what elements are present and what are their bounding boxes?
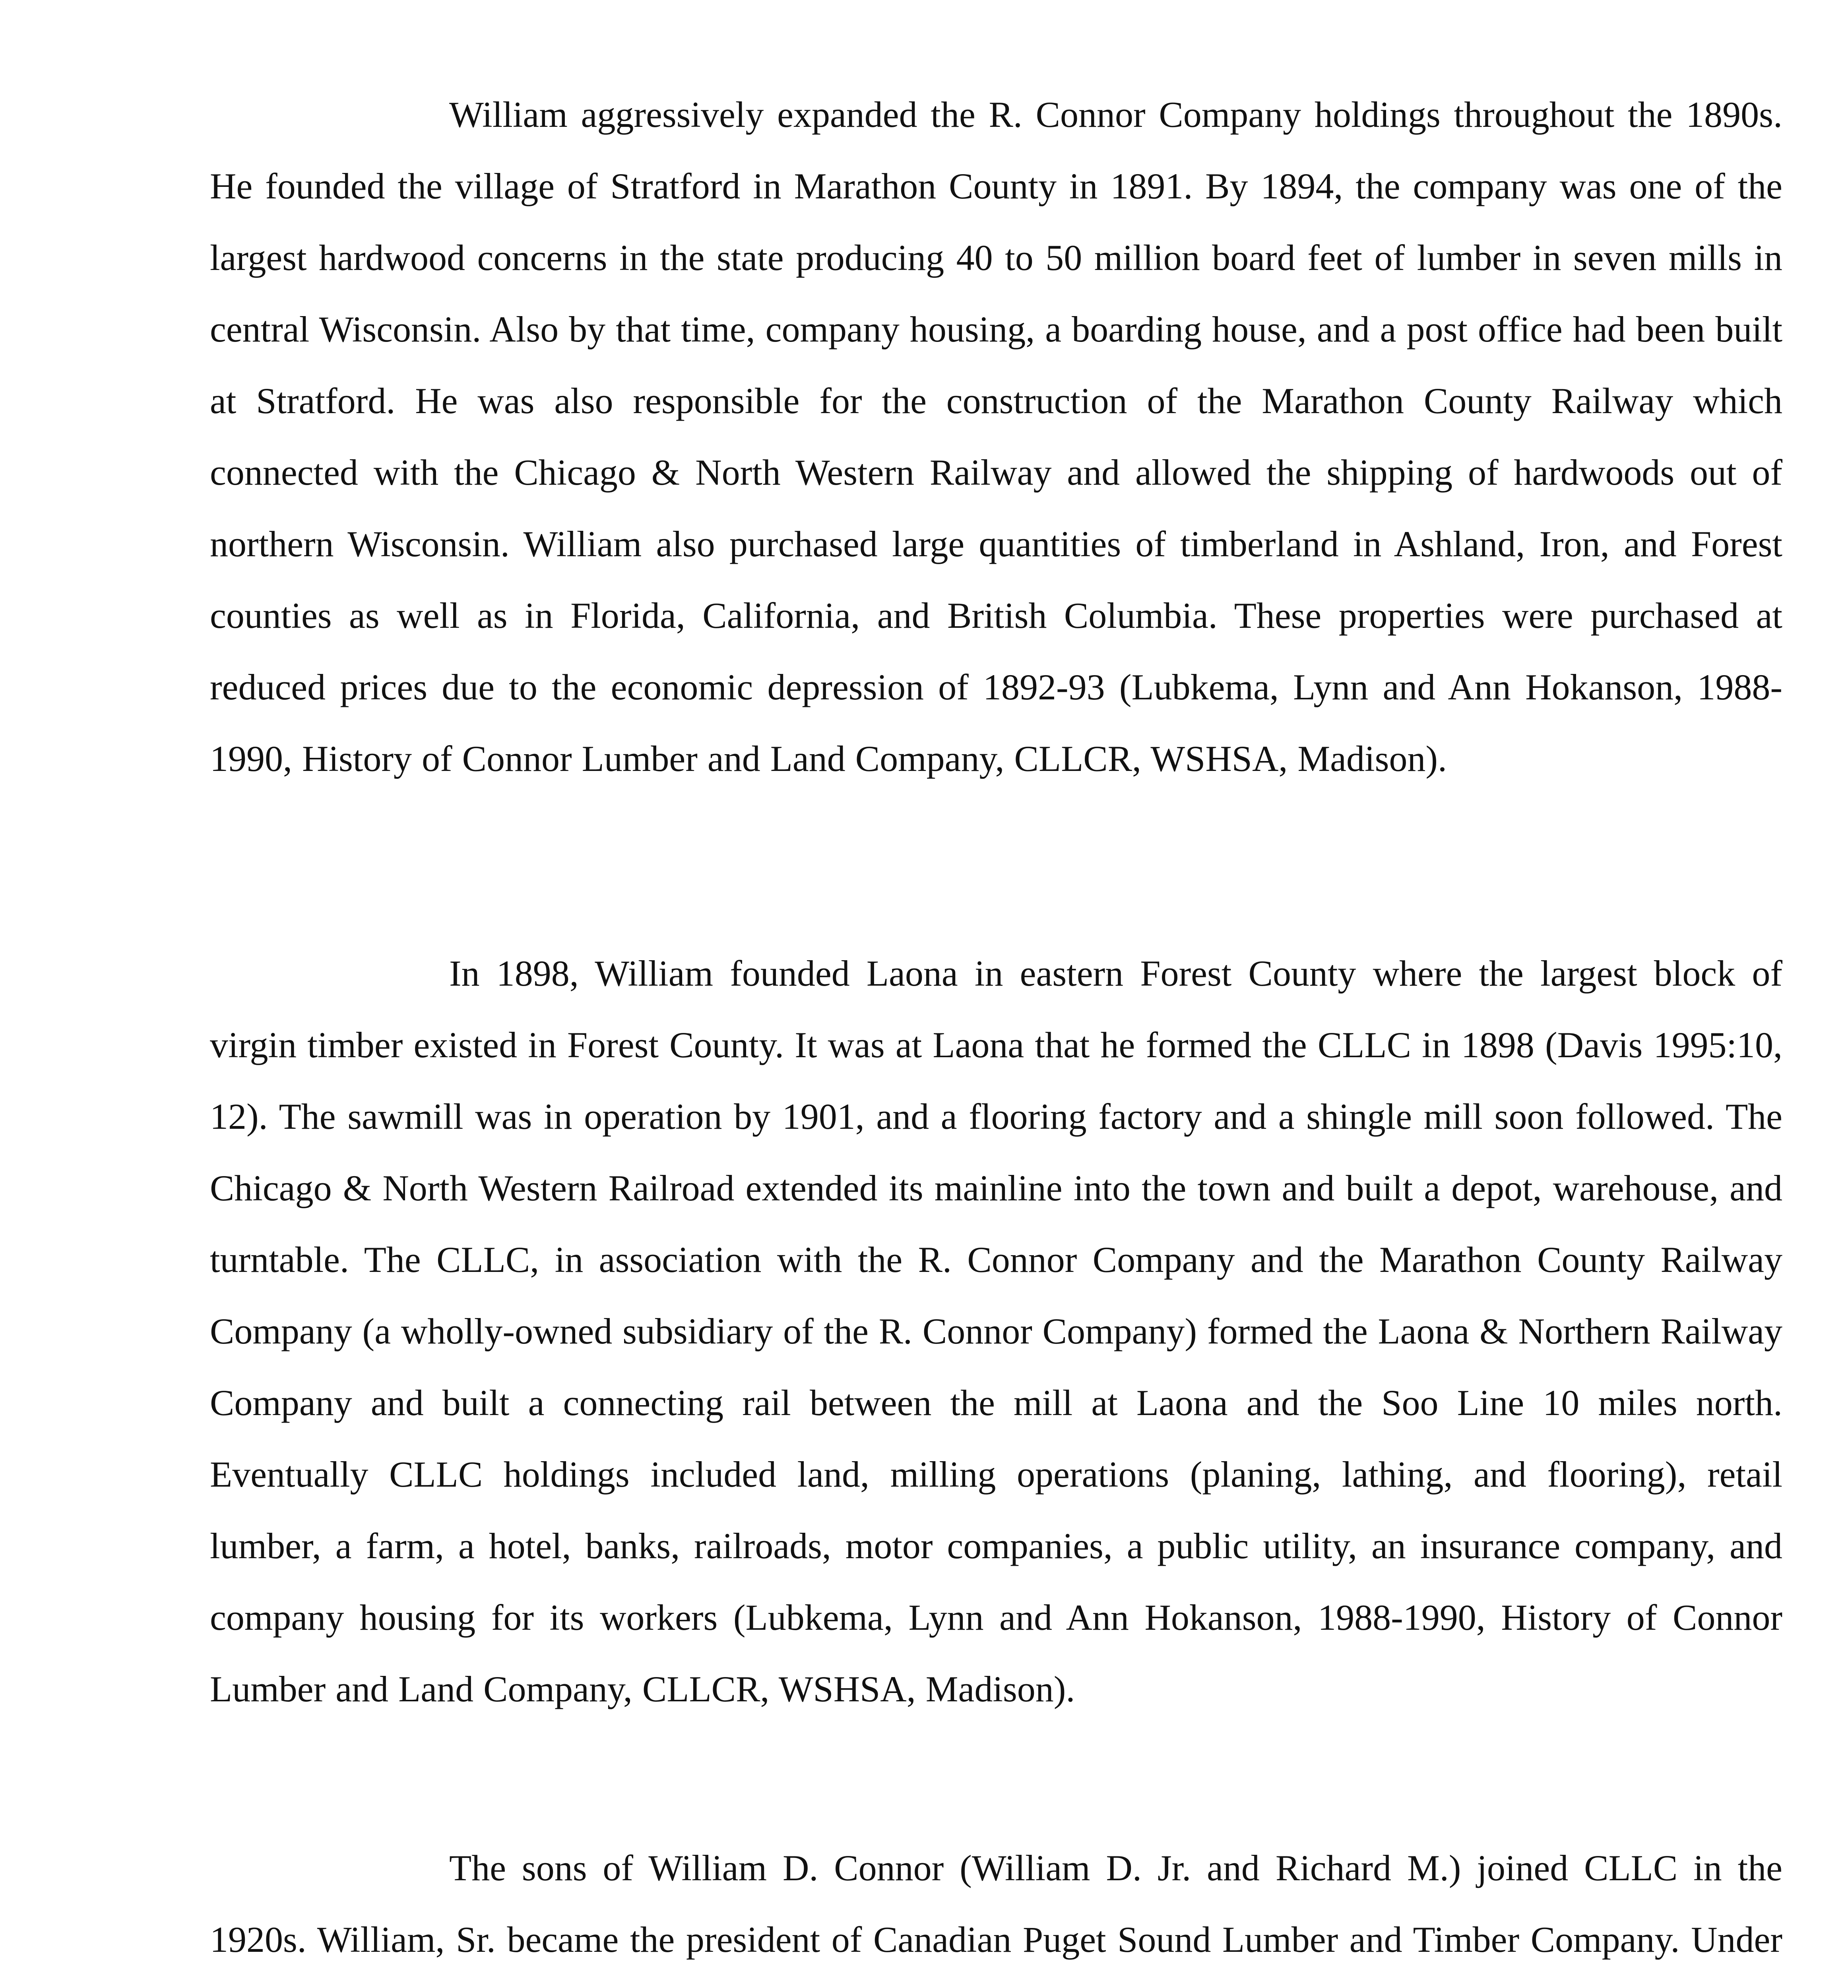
body-paragraph-3: The sons of William D. Connor (William D. Jr. and Richard M.) joined CLLC in the 1920s. William, Sr. became the president of Canadian Puget Sound Lumber and Timber Company. Under — [210, 1848, 1782, 1960]
body-paragraph-2: In 1898, William founded Laona in eastern Forest County where the largest block of virgin timber existed in Forest County. It was at Laona that he formed the CLLC in 1898 (Davis 1995:10, 12). The sawmill was in operation by 1901, and a flooring factory and a shingle mill soon followed. The Chicago & North Western Railroad extended its mainline into the town and built a depot, warehouse, and turntable. The CLLC, in association with the R. Connor Company and the Marathon County Railway Company (a wholly-owned subsidiary of the R. Connor Company) formed the Laona & Northern Railway Company and built a connecting rail between the mill at Laona and the Soo Line 10 miles north. Eventually CLLC holdings included land, milling operations (planing, lathing, and flooring), retail lumber, a farm, a hotel, banks, railroads, motor companies, a public utility, an insurance company, and company housing for its workers (Lubkema, Lynn and Ann Hokanson, 1988-1990, History of Connor Lumber and Land Company, CLLCR, WSHSA, Madison). — [210, 953, 1782, 1709]
body-paragraph-1: William aggressively expanded the R. Connor Company holdings throughout the 1890s. He founded the village of Stratford in Marathon County in 1891. By 1894, the company was one of the largest hardwood concerns in the state producing 40 to 50 million board feet of lumber in seven mills in central Wisconsin. Also by that time, company housing, a boarding house, and a post office had been built at Stratford. He was also responsible for the construction of the Marathon County Railway which connected with the Chicago & North Western Railway and allowed the shipping of hardwoods out of northern Wisconsin. William also purchased large quantities of timberland in Ashland, Iron, and Forest counties as well as in Florida, California, and British Columbia. These properties were purchased at reduced prices due to the economic depression of 1892-93 (Lubkema, Lynn and Ann Hokanson, 1988-1990, History of Connor Lumber and Land Company, CLLCR, WSHSA, Madison). — [210, 94, 1782, 779]
